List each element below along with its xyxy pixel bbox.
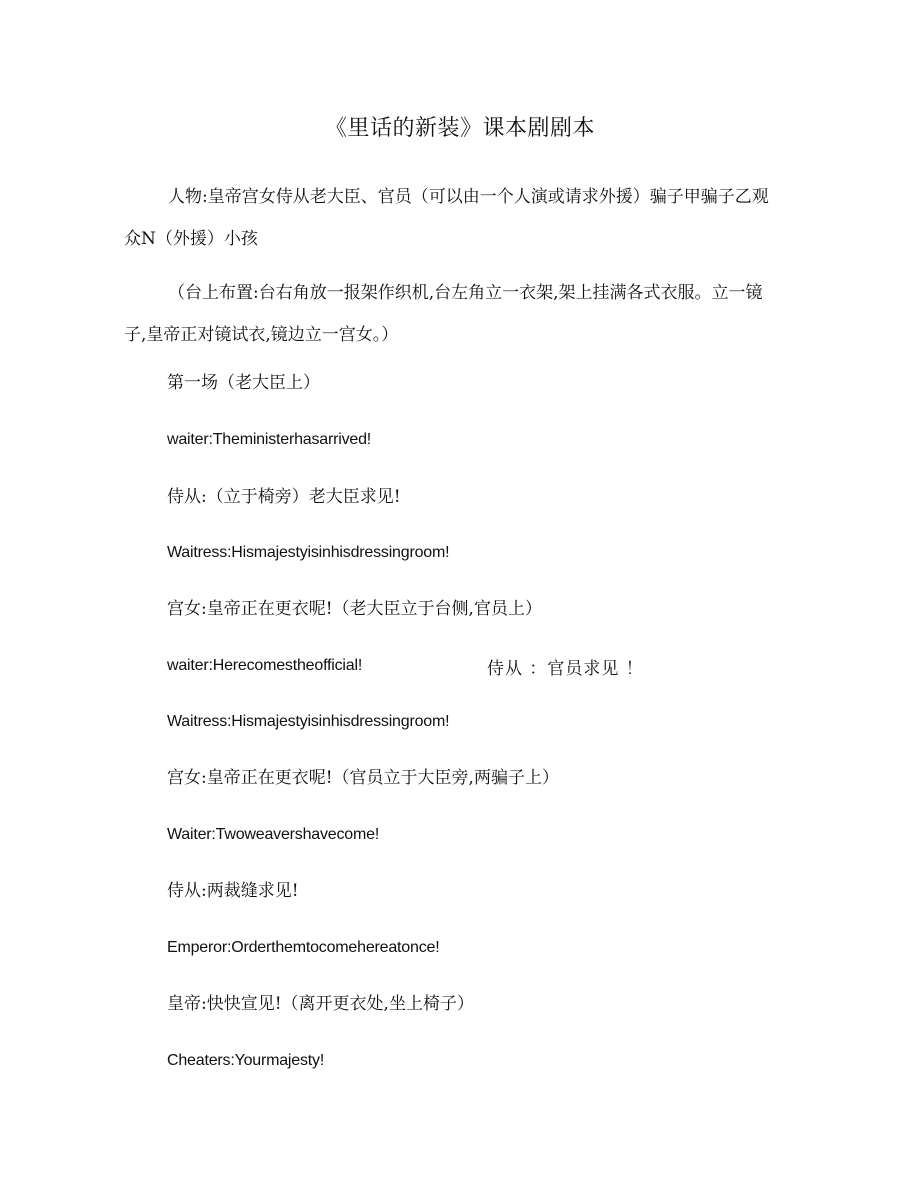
- script-line: 皇帝:快快宣见!（离开更衣处,坐上椅子）: [167, 994, 474, 1014]
- script-line: 宫女:皇帝正在更衣呢!（官员立于大臣旁,两骗子上）: [167, 768, 559, 788]
- characters-paragraph: 人物:皇帝宫女侍从老大臣、官员（可以由一个人演或请求外援）骗子甲骗子乙观众N（外援）小孩: [124, 187, 769, 249]
- script-line: waiter:Theministerhasarrived!: [167, 431, 372, 448]
- script-line: 宫女:皇帝正在更衣呢!（老大臣立于台侧,官员上）: [167, 599, 542, 619]
- page-title: 《里话的新装》课本剧剧本: [324, 116, 595, 141]
- script-line: 侍从:两裁缝求见!: [167, 881, 299, 901]
- script-line: 侍从:（立于椅旁）老大臣求见!: [167, 487, 401, 507]
- scene-heading: 第一场（老大臣上）: [167, 373, 320, 393]
- script-line: Waiter:Twoweavershavecome!: [167, 826, 380, 843]
- stage-setting-paragraph: （台上布置:台右角放一报架作织机,台左角立一衣架,架上挂满各式衣服。立一镜子,皇帝正对镜试衣,镜边立一宫女。）: [124, 283, 763, 345]
- script-line: Waitress:Hismajestyisinhisdressingroom!: [167, 544, 450, 561]
- script-line: Cheaters:Yourmajesty!: [167, 1052, 325, 1069]
- script-side-line: 侍从 ：官员求见 ！: [487, 659, 644, 679]
- script-line: Emperor:Orderthemtocomehereatonce!: [167, 939, 440, 956]
- script-line: waiter:Herecomestheofficial!: [167, 657, 363, 674]
- script-line: Waitress:Hismajestyisinhisdressingroom!: [167, 713, 450, 730]
